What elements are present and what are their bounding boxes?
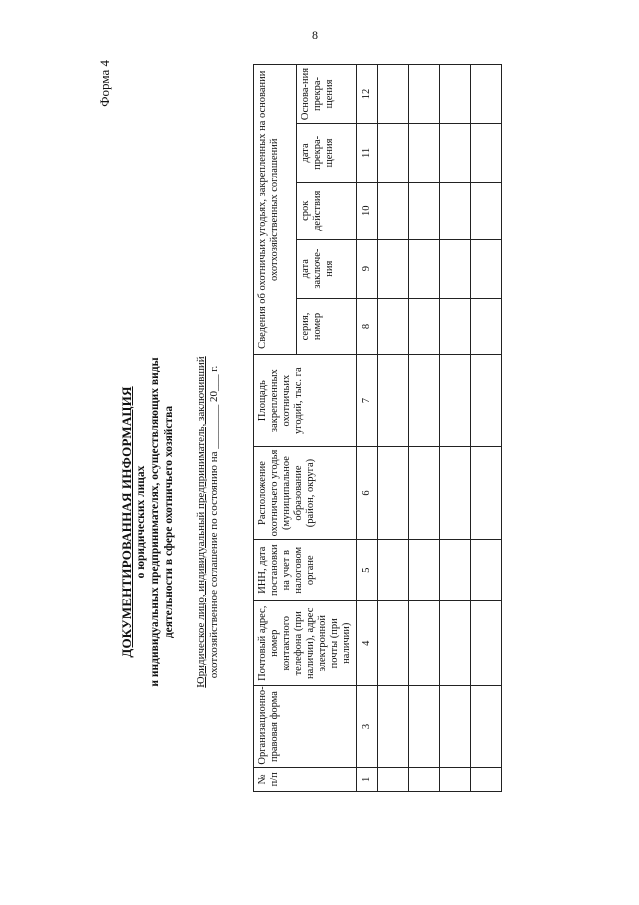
table-cell[interactable] (440, 686, 471, 767)
table-cell[interactable] (378, 540, 409, 601)
column-number: 7 (357, 355, 378, 446)
table-cell[interactable] (378, 686, 409, 767)
table-cell[interactable] (440, 239, 471, 298)
table-cell[interactable] (471, 686, 502, 767)
column-number: 3 (357, 686, 378, 767)
header-area: Площадь закрепленных охотничьих угодий, тыс. га (254, 355, 357, 446)
table-cell[interactable] (440, 540, 471, 601)
table-cell[interactable] (440, 123, 471, 182)
header-validity: срок действия (297, 182, 357, 239)
date-blank-1: ________ (208, 404, 220, 449)
column-number: 6 (357, 446, 378, 539)
table-cell[interactable] (378, 767, 409, 791)
title-line-4: деятельности в сфере охотничьего хозяйства (163, 405, 175, 639)
table-cell[interactable] (409, 601, 440, 686)
table-cell[interactable] (378, 123, 409, 182)
table-cell[interactable] (471, 355, 502, 446)
table-cell[interactable] (409, 355, 440, 446)
table-cell[interactable] (440, 446, 471, 539)
table-cell[interactable] (471, 65, 502, 124)
table-cell[interactable] (440, 767, 471, 791)
subtitle-line-2 (208, 172, 221, 872)
table-cell[interactable] (471, 123, 502, 182)
data-table (253, 64, 502, 792)
table-cell[interactable] (409, 123, 440, 182)
table-row (378, 65, 409, 792)
header-location: Расположение охотничьего угодья (муниципальное образование (район, округа) (254, 446, 357, 539)
table-cell[interactable] (409, 446, 440, 539)
title-line-2: о юридических лицах (135, 465, 147, 579)
title-main: ДОКУМЕНТИРОВАННАЯ ИНФОРМАЦИЯ (119, 386, 134, 658)
column-number-row (357, 65, 378, 792)
table-cell[interactable] (378, 355, 409, 446)
table-cell[interactable] (471, 239, 502, 298)
table-cell[interactable] (440, 298, 471, 355)
table-cell[interactable] (409, 239, 440, 298)
column-number: 8 (357, 298, 378, 355)
header-row-1 (254, 65, 297, 792)
header-termination-date: дата прекра-щения (297, 123, 357, 182)
year-prefix: 20 (208, 391, 220, 403)
header-inn: ИНН, дата постановки на учет в налоговом органе (254, 540, 357, 601)
page-number: 8 (312, 28, 318, 42)
header-series-number: серия, номер (297, 298, 357, 355)
form-label: Форма 4 (97, 60, 112, 107)
table-cell[interactable] (440, 65, 471, 124)
title-line-3: и индивидуальных предпринимателях, осуществляющих виды (149, 357, 161, 687)
table-cell[interactable] (471, 540, 502, 601)
table-cell[interactable] (378, 65, 409, 124)
table-row (409, 65, 440, 792)
table-cell[interactable] (409, 767, 440, 791)
subtitle-prefix: охотхозяйственное соглашение по состоянию на (208, 451, 220, 679)
table-cell[interactable] (378, 446, 409, 539)
column-number: 11 (357, 123, 378, 182)
table-cell[interactable] (378, 601, 409, 686)
table-cell[interactable] (409, 65, 440, 124)
table-cell[interactable] (409, 298, 440, 355)
header-conclusion-date: дата заключе-ния (297, 239, 357, 298)
rotated-page (35, 52, 595, 872)
table-cell[interactable] (378, 182, 409, 239)
date-blank-2: ___ (208, 374, 220, 392)
table-cell[interactable] (378, 298, 409, 355)
header-legal-form: Организационно-правовая форма (254, 686, 357, 767)
column-number: 12 (357, 65, 378, 124)
header-agreements-group: Сведения об охотничьих угодьях, закрепленных на основании охотхозяйственных соглашений (254, 65, 297, 355)
table-cell[interactable] (471, 446, 502, 539)
column-number: 4 (357, 601, 378, 686)
table-cell[interactable] (409, 540, 440, 601)
table-cell[interactable] (471, 767, 502, 791)
column-number: 9 (357, 239, 378, 298)
table-cell[interactable] (471, 182, 502, 239)
column-number: 5 (357, 540, 378, 601)
header-number: № п/п (254, 767, 357, 791)
subtitle (195, 172, 221, 872)
table-cell[interactable] (409, 686, 440, 767)
table-row (471, 65, 502, 792)
header-termination-grounds: Основа-ния прекра-щения (297, 65, 357, 124)
year-suffix: г. (208, 365, 220, 372)
table-row (440, 65, 471, 792)
table-cell[interactable] (378, 239, 409, 298)
table-cell[interactable] (440, 182, 471, 239)
table-cell[interactable] (471, 601, 502, 686)
column-number: 1 (357, 767, 378, 791)
subtitle-line-1: Юридическое лицо, индивидуальный предприниматель, заключивший (195, 356, 207, 688)
document-title (120, 172, 176, 872)
table-cell[interactable] (440, 601, 471, 686)
table-cell[interactable] (471, 298, 502, 355)
column-number: 10 (357, 182, 378, 239)
table-cell[interactable] (409, 182, 440, 239)
header-address: Почтовый адрес, номер контактного телефона (при наличии), адрес электронной почты (при наличии) (254, 601, 357, 686)
table-cell[interactable] (440, 355, 471, 446)
